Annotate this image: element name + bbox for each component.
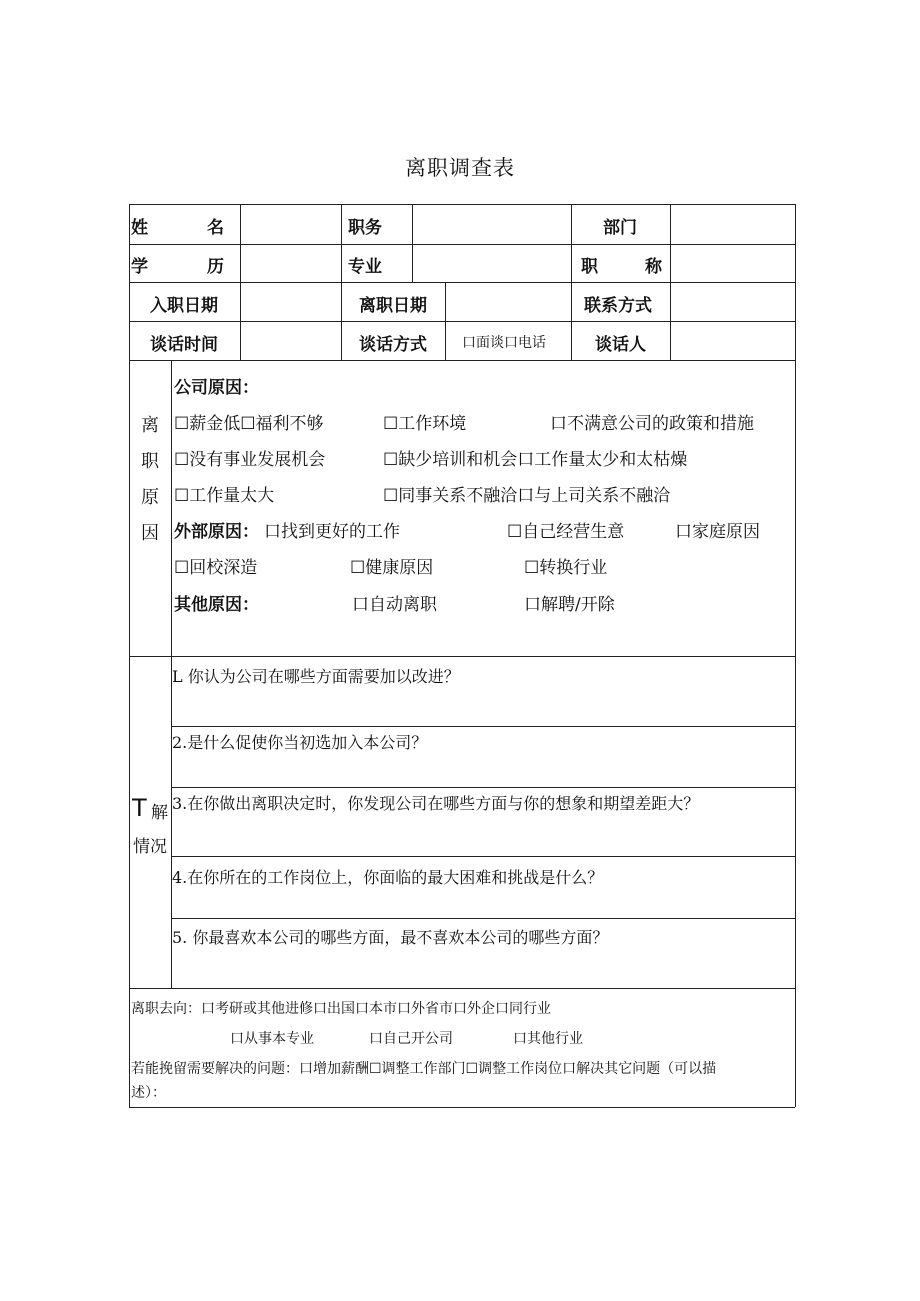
name-label: 姓 xyxy=(131,218,148,238)
department-field[interactable] xyxy=(671,205,794,243)
interview-method-label: 谈话方式 xyxy=(359,335,427,355)
understanding-side-label: 情况 xyxy=(133,837,167,857)
interview-method-options[interactable]: 口面谈口电话 xyxy=(462,335,546,351)
external-reason-option[interactable]: ☐健康原因 xyxy=(350,558,434,578)
survey-form xyxy=(129,204,795,1107)
question-divider xyxy=(171,787,795,788)
retention-line: 述）： xyxy=(131,1085,166,1101)
other-reasons-heading: 其他原因： xyxy=(174,595,259,615)
destination-option[interactable]: 口其他行业 xyxy=(513,1031,583,1047)
survey-question: 4.在你所在的工作岗位上，你面临的最大困难和挑战是什么？ xyxy=(172,868,604,887)
job-title-label: 职 xyxy=(581,257,598,277)
education-label: 学 xyxy=(131,257,148,277)
major-field[interactable] xyxy=(413,245,570,281)
destination-line[interactable]: 离职去向：口考研或其他进修口出国口本市口外省市口外企口同行业 xyxy=(131,1001,551,1017)
company-reason-option[interactable]: ☐没有事业发展机会 xyxy=(174,450,326,470)
retention-line[interactable]: 若能挽留需要解决的问题：口增加薪酬☐调整工作部门☐调整工作岗位口解决其它问题（可以描 xyxy=(131,1061,717,1077)
leave-date-field[interactable] xyxy=(446,283,570,320)
leave-date-label: 离职日期 xyxy=(359,296,427,316)
name-field[interactable] xyxy=(241,205,340,243)
major-label: 专业 xyxy=(348,257,382,277)
section-divider xyxy=(129,988,795,989)
external-reason-option[interactable]: ☐自己经营生意 xyxy=(507,522,625,542)
interview-time-field[interactable] xyxy=(241,322,340,359)
company-reason-option[interactable]: ☐工作环境 xyxy=(383,414,467,434)
hire-date-field[interactable] xyxy=(241,283,340,320)
survey-question: 2.是什么促使你当初选加入本公司？ xyxy=(172,733,428,752)
contact-label: 联系方式 xyxy=(584,296,652,316)
contact-field[interactable] xyxy=(671,283,794,320)
interview-time-label: 谈话时间 xyxy=(150,335,218,355)
survey-question: 3.在你做出离职决定时，你发现公司在哪些方面与你的想象和期望差距大？ xyxy=(172,794,700,813)
understanding-side-label: T xyxy=(132,794,147,822)
external-reasons-heading: 外部原因： xyxy=(174,522,259,542)
other-reason-option[interactable]: 口自动离职 xyxy=(352,595,437,615)
column-divider xyxy=(571,204,572,360)
reason-side-label: 离 xyxy=(141,415,159,436)
destination-option[interactable]: 口从事本专业 xyxy=(230,1031,314,1047)
section-divider xyxy=(129,656,795,657)
other-reason-option[interactable]: 口解聘/开除 xyxy=(524,595,615,615)
education-field[interactable] xyxy=(241,245,340,281)
external-reason-option[interactable]: 口家庭原因 xyxy=(675,522,760,542)
company-reason-option[interactable]: ☐工作量太大 xyxy=(174,486,275,506)
position-label: 职务 xyxy=(348,218,382,238)
question-divider xyxy=(171,918,795,919)
reason-side-label: 职 xyxy=(141,451,159,472)
external-reason-option[interactable]: ☐回校深造 xyxy=(174,558,258,578)
question-divider xyxy=(171,726,795,727)
position-field[interactable] xyxy=(413,205,570,243)
survey-question: 5. 你最喜欢本公司的哪些方面，最不喜欢本公司的哪些方面？ xyxy=(172,928,609,947)
destination-option[interactable]: 口自己开公司 xyxy=(369,1031,453,1047)
understanding-side-label: 解 xyxy=(151,803,168,823)
reason-side-label: 因 xyxy=(141,523,159,544)
company-reason-option[interactable]: ☐薪金低☐福利不够 xyxy=(174,414,324,434)
row-divider xyxy=(129,360,795,361)
table-border-right xyxy=(795,204,796,1107)
interviewer-label: 谈话人 xyxy=(595,335,646,355)
table-border-bottom xyxy=(129,1107,795,1108)
external-reason-option[interactable]: 口找到更好的工作 xyxy=(264,522,400,542)
interviewer-field[interactable] xyxy=(671,322,794,359)
company-reason-option[interactable]: 口不满意公司的政策和措施 xyxy=(550,414,754,434)
company-reason-option[interactable]: ☐缺少培训和机会口工作量太少和太枯燥 xyxy=(383,450,688,470)
job-title-field[interactable] xyxy=(671,245,794,281)
job-title-label: 称 xyxy=(645,257,662,277)
department-label: 部门 xyxy=(603,218,637,238)
column-divider xyxy=(341,204,342,360)
company-reasons-heading: 公司原因： xyxy=(174,378,259,398)
education-label: 历 xyxy=(207,257,224,277)
survey-question: L 你认为公司在哪些方面需要加以改进？ xyxy=(172,667,460,686)
reason-side-label: 原 xyxy=(141,487,159,508)
question-divider xyxy=(171,856,795,857)
page-title: 离职调查表 xyxy=(405,156,515,180)
company-reason-option[interactable]: ☐同事关系不融洽口与上司关系不融洽 xyxy=(383,486,671,506)
external-reason-option[interactable]: ☐转换行业 xyxy=(524,558,608,578)
hire-date-label: 入职日期 xyxy=(150,296,218,316)
name-label: 名 xyxy=(207,218,224,238)
